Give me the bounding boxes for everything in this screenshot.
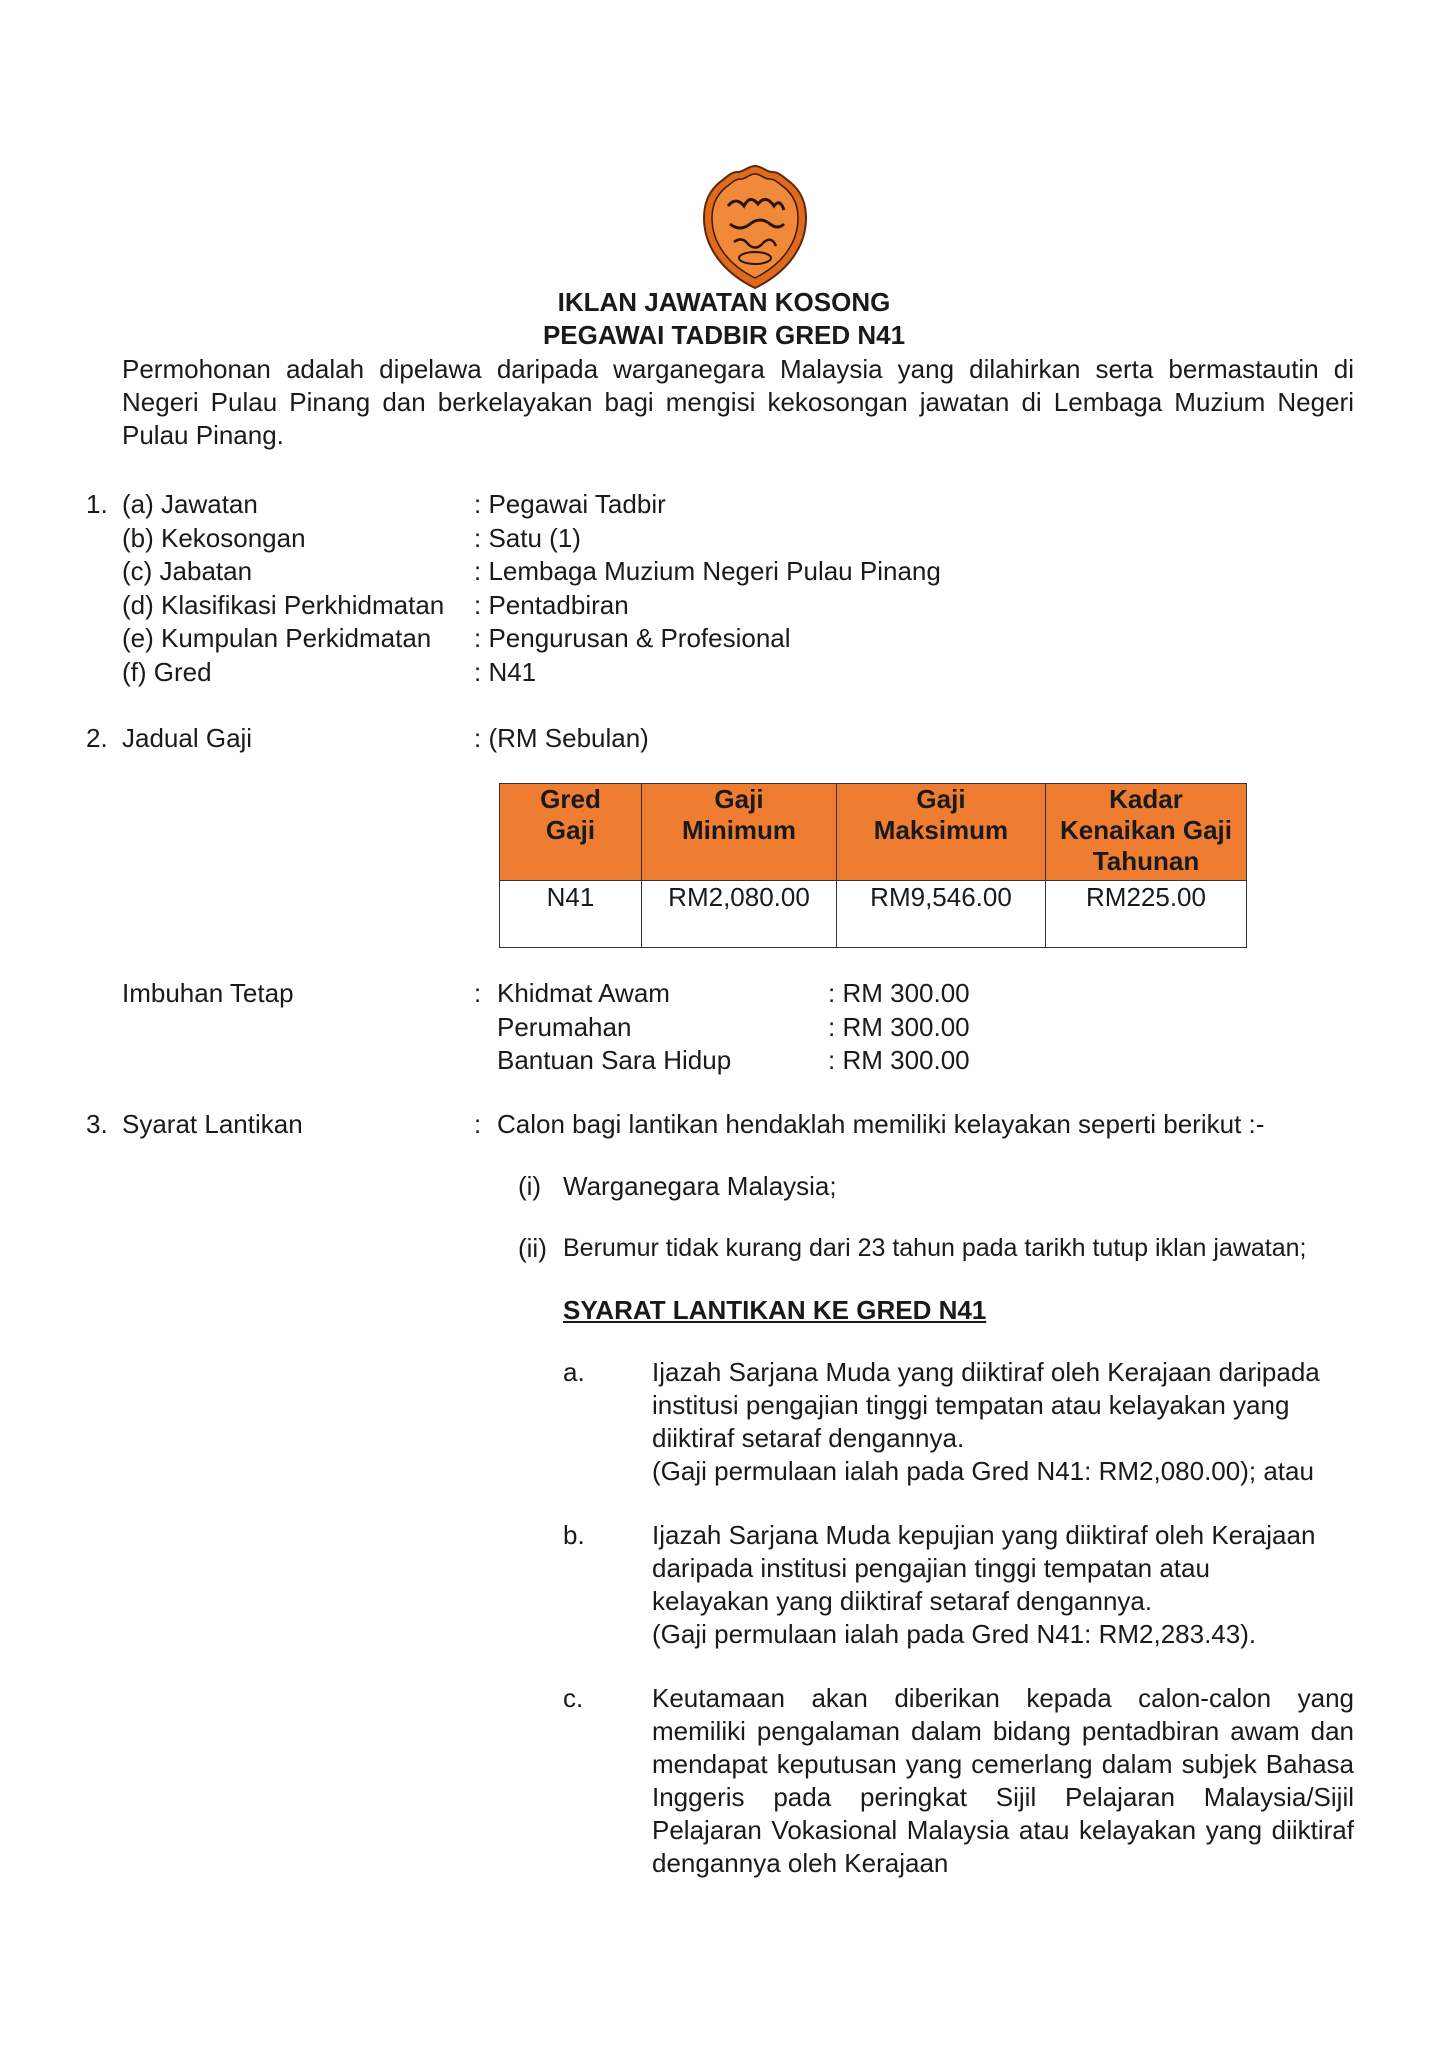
allowance-value: : RM 300.00 (828, 1045, 970, 1075)
condition-number: (ii) (518, 1233, 547, 1263)
gred-subheading: SYARAT LANTIKAN KE GRED N41 (563, 1295, 987, 1325)
allowance-name: Perumahan (497, 1011, 632, 1042)
point-letter: b. (563, 1520, 585, 1550)
field-value: : Satu (1) (474, 522, 581, 553)
point-c-text: Keutamaan akan diberikan kepada calon-calon yang memiliki pengalaman dalam bidang pentadbiran awam dan mendapat keputusan yang cemerlang dalam subjek Bahasa Inggeris pada peringkat Sijil Pelajaran Malaysia/Sijil Pelajaran Vokasional Malaysia atau kelayakan yang diiktiraf dengannya oleh Kerajaan (652, 1683, 1354, 1878)
field-label: (a) Jawatan (122, 489, 258, 519)
allowance-name: Bantuan Sara Hidup (497, 1045, 732, 1075)
field-label: (d) Klasifikasi Perkhidmatan (122, 589, 445, 620)
section1-number: 1. (86, 489, 108, 519)
field-label: (f) Gred (122, 656, 212, 687)
point-b-line: daripada institusi pengajian tinggi tempatan atau (652, 1553, 1210, 1583)
point-a-line: diiktiraf setaraf dengannya. (652, 1423, 965, 1453)
syarat-lantikan-label: Syarat Lantikan (122, 1109, 303, 1139)
document-title: IKLAN JAWATAN KOSONG (557, 287, 891, 317)
point-a-line: Ijazah Sarjana Muda yang diiktiraf oleh Kerajaan daripada (652, 1357, 1320, 1387)
point-a-line: institusi pengajian tinggi tempatan atau kelayakan yang (652, 1390, 1290, 1420)
cell-gred: N41 (500, 881, 642, 948)
imbuhan-colon: : (474, 978, 482, 1008)
table-row (500, 881, 1247, 948)
penang-crest-logo (700, 162, 810, 292)
point-letter: a. (563, 1357, 585, 1387)
section3-number: 3. (86, 1109, 108, 1139)
salary-table (499, 783, 1247, 948)
allowance-value: : RM 300.00 (828, 978, 970, 1008)
syarat-lead: Calon bagi lantikan hendaklah memiliki kelayakan seperti berikut :- (497, 1109, 1265, 1139)
jadual-gaji-value: : (RM Sebulan) (474, 723, 649, 753)
cell-kadar-kenaikan: RM225.00 (1046, 881, 1247, 948)
field-value: : Lembaga Muzium Negeri Pulau Pinang (474, 556, 941, 586)
condition-text: Warganegara Malaysia; (563, 1171, 837, 1201)
point-a-line: (Gaji permulaan ialah pada Gred N41: RM2,080.00); atau (652, 1456, 1314, 1486)
header-gred-gaji: Gred Gaji (500, 784, 642, 881)
header-gaji-minimum: Gaji Minimum (642, 784, 837, 881)
field-value: : Pegawai Tadbir (474, 489, 666, 519)
point-b-line: kelayakan yang diiktiraf setaraf dengannya. (652, 1586, 1153, 1616)
field-value: : Pengurusan & Profesional (474, 623, 791, 653)
field-value: : Pentadbiran (474, 589, 629, 620)
jadual-gaji-label: Jadual Gaji (122, 723, 253, 753)
field-label: (e) Kumpulan Perkidmatan (122, 623, 432, 653)
condition-number: (i) (518, 1171, 542, 1201)
syarat-colon: : (474, 1109, 482, 1139)
section2-number: 2. (86, 723, 108, 753)
intro-paragraph: Permohonan adalah dipelawa daripada warganegara Malaysia yang dilahirkan serta bermastautin di Negeri Pulau Pinang dan berkelayakan bagi mengisi kekosongan jawatan di Lembaga Muzium Negeri Pulau Pinang. (122, 354, 1354, 450)
point-b-line: (Gaji permulaan ialah pada Gred N41: RM2,283.43). (652, 1619, 1257, 1649)
cell-gaji-minimum: RM2,080.00 (642, 881, 837, 948)
point-letter: c. (563, 1683, 584, 1713)
field-label: (b) Kekosongan (122, 522, 306, 553)
allowance-name: Khidmat Awam (497, 978, 670, 1008)
allowance-value: : RM 300.00 (828, 1011, 970, 1042)
condition-text: Berumur tidak kurang dari 23 tahun pada tarikh tutup iklan jawatan; (563, 1234, 1307, 1262)
header-kadar-kenaikan: Kadar Kenaikan Gaji Tahunan (1046, 784, 1247, 881)
imbuhan-tetap-label: Imbuhan Tetap (122, 978, 294, 1008)
point-b-line: Ijazah Sarjana Muda kepujian yang diiktiraf oleh Kerajaan (652, 1520, 1316, 1550)
header-gaji-maksimum: Gaji Maksimum (837, 784, 1046, 881)
field-value: : N41 (474, 656, 537, 687)
document-subtitle: PEGAWAI TADBIR GRED N41 (542, 320, 906, 350)
cell-gaji-maksimum: RM9,546.00 (837, 881, 1046, 948)
field-label: (c) Jabatan (122, 556, 253, 586)
salary-table-header-row (500, 784, 1247, 881)
